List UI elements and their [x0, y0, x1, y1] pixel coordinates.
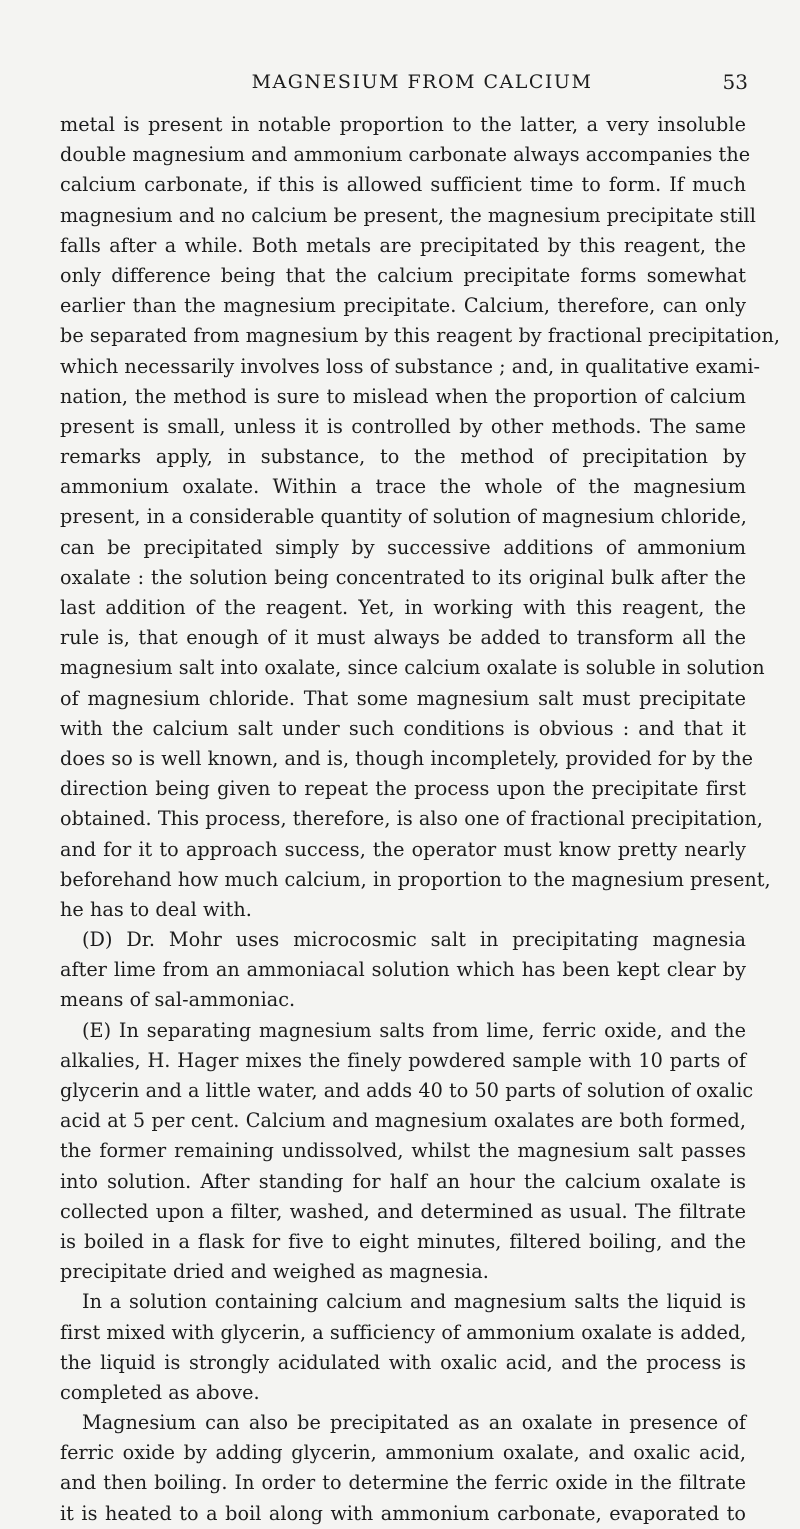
- text-line: with the calcium salt under such conditions is obvious : and that it: [60, 716, 746, 740]
- text-line: precipitate dried and weighed as magnesia.: [60, 1260, 489, 1284]
- text-line: falls after a while. Both metals are precipitated by this reagent, the: [60, 233, 746, 257]
- text-line: last addition of the reagent. Yet, in working with this reagent, the: [60, 596, 746, 619]
- text-line: (E) In separating magnesium salts from lime, ferric oxide, and the: [82, 1018, 746, 1042]
- text-line: be separated from magnesium by this reagent by fractional precipitation,: [60, 324, 781, 348]
- text-line: into solution. After standing for half an hour the calcium oxalate is: [60, 1169, 746, 1193]
- paragraph: [60, 1408, 746, 1529]
- text-line: acid at 5 per cent. Calcium and magnesium oxalates are both formed,: [60, 1109, 746, 1133]
- paragraph: [60, 110, 781, 925]
- text-line: first mixed with glycerin, a sufficiency of ammonium oxalate is added,: [60, 1320, 747, 1344]
- text-line: beforehand how much calcium, in proportion to the magnesium present,: [60, 867, 771, 891]
- text-line: nation, the method is sure to mislead when the proportion of calcium: [60, 384, 746, 408]
- text-line: means of sal-ammoniac.: [60, 988, 296, 1012]
- text-line: is boiled in a flask for five to eight minutes, filtered boiling, and the: [60, 1229, 746, 1253]
- text-line: collected upon a filter, washed, and determined as usual. The filtrate: [60, 1199, 746, 1223]
- text-line: ferric oxide by adding glycerin, ammonium oxalate, and oxalic acid,: [60, 1441, 746, 1465]
- text-line: present, in a considerable quantity of solution of magnesium chloride,: [60, 505, 747, 529]
- text-line: magnesium and no calcium be present, the magnesium precipitate still: [60, 203, 756, 227]
- text-line: which necessarily involves loss of substance ; and, in qualitative exami-: [60, 354, 761, 378]
- page-number: 53: [722, 70, 748, 94]
- text-line: and for it to approach success, the operator must know pretty nearly: [60, 837, 746, 861]
- text-line: completed as above.: [60, 1380, 260, 1404]
- text-line: earlier than the magnesium precipitate. Calcium, therefore, can only: [60, 294, 746, 318]
- text-line: remarks apply, in substance, to the method of precipitation by: [60, 445, 746, 469]
- running-head: [60, 67, 748, 97]
- text-line: (D) Dr. Mohr uses microcosmic salt in precipitating magnesia: [82, 928, 746, 952]
- text-line: obtained. This process, therefore, is also one of fractional precipitation,: [60, 807, 763, 831]
- paragraph: [60, 925, 746, 1016]
- text-line: alkalies, H. Hager mixes the finely powdered sample with 10 parts of: [60, 1048, 746, 1072]
- paragraph: [60, 1016, 754, 1288]
- text-line: only difference being that the calcium precipitate forms somewhat: [60, 263, 746, 287]
- text-line: the former remaining undissolved, whilst the magnesium salt passes: [60, 1139, 746, 1163]
- text-line: ammonium oxalate. Within a trace the whole of the magnesium: [60, 475, 746, 499]
- text-line: does so is well known, and is, though incompletely, provided for by the: [60, 746, 754, 770]
- text-line: double magnesium and ammonium carbonate always accompanies the: [60, 143, 751, 167]
- text-line: he has to deal with.: [60, 897, 252, 921]
- text-line: and then boiling. In order to determine the ferric oxide in the filtrate: [60, 1471, 746, 1495]
- text-line: calcium carbonate, if this is allowed sufficient time to form. If much: [60, 173, 746, 197]
- text-line: it is heated to a boil along with ammonium carbonate, evaporated to: [60, 1501, 746, 1525]
- text-line: oxalate : the solution being concentrated to its original bulk after the: [60, 565, 746, 589]
- body-text: [60, 110, 781, 1529]
- text-line: after lime from an ammoniacal solution which has been kept clear by: [60, 958, 746, 982]
- text-line: metal is present in notable proportion to the latter, a very insoluble: [60, 113, 746, 136]
- text-line: present is small, unless it is controlled by other methods. The same: [60, 414, 746, 438]
- running-title: MAGNESIUM FROM CALCIUM: [251, 71, 593, 93]
- text-line: rule is, that enough of it must always be added to transform all the: [60, 626, 746, 650]
- text-line: In a solution containing calcium and magnesium salts the liquid is: [82, 1290, 746, 1314]
- paragraph: [60, 1287, 746, 1408]
- text-line: direction being given to repeat the process upon the precipitate first: [60, 777, 746, 801]
- text-line: Magnesium can also be precipitated as an oxalate in presence of: [82, 1411, 746, 1435]
- text-line: glycerin and a little water, and adds 40 to 50 parts of solution of oxalic: [60, 1079, 754, 1102]
- text-line: the liquid is strongly acidulated with oxalic acid, and the process is: [60, 1350, 746, 1374]
- text-line: of magnesium chloride. That some magnesium salt must precipitate: [60, 686, 746, 710]
- text-line: magnesium salt into oxalate, since calcium oxalate is soluble in solution: [60, 656, 765, 680]
- text-line: can be precipitated simply by successive additions of ammonium: [60, 535, 746, 559]
